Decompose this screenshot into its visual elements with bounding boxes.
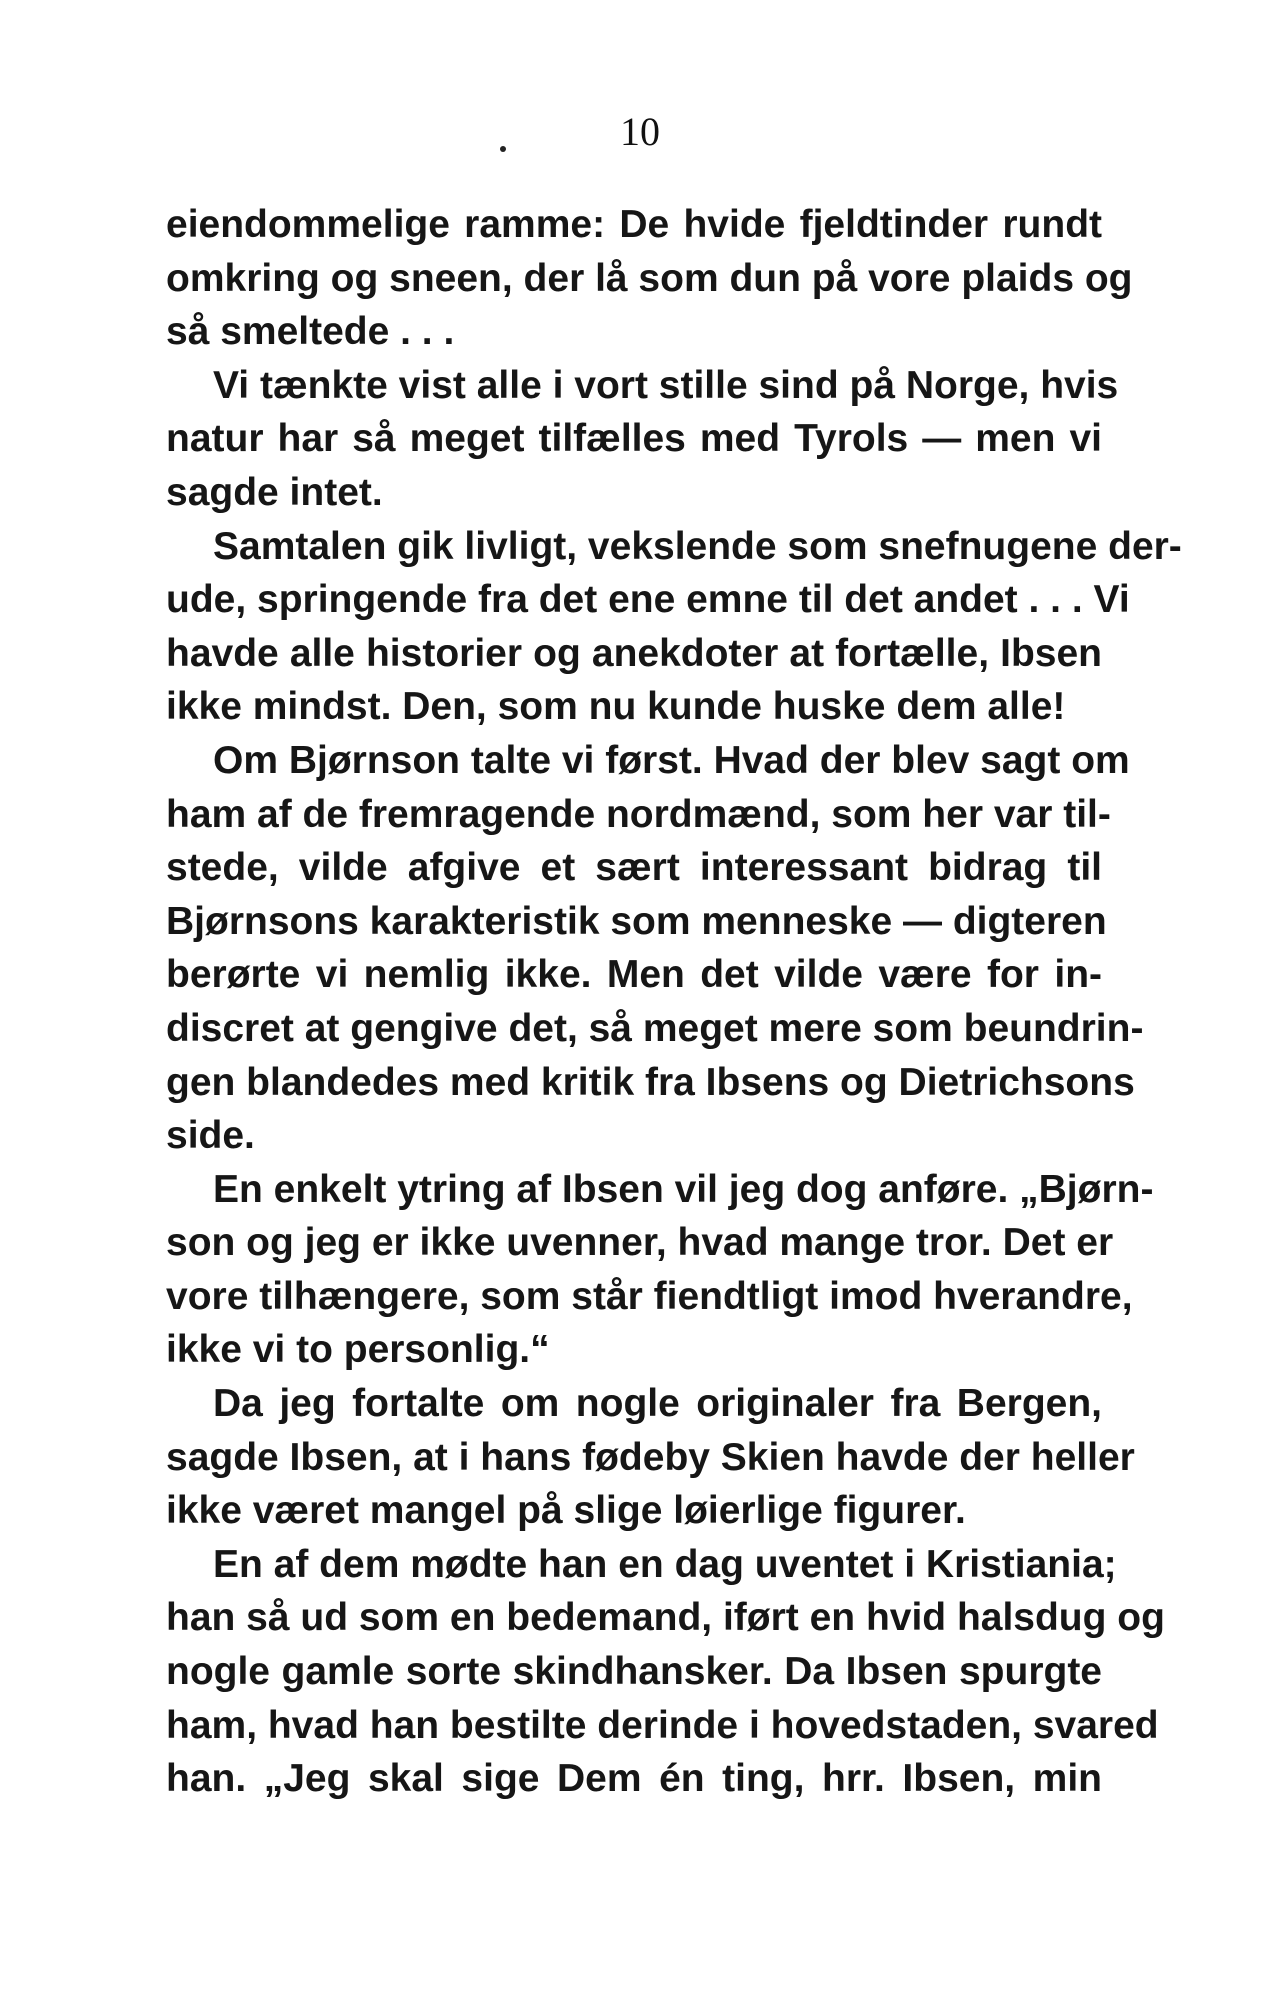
text-line: berørte vi nemlig ikke. Men det vilde være for in- <box>166 953 1102 997</box>
text-line: En af dem mødte han en dag uventet i Kristiania; <box>213 1542 1117 1586</box>
text-line: discret at gengive det, så meget mere som beundrin- <box>166 1006 1144 1050</box>
text-line: Da jeg fortalte om nogle originaler fra Bergen, <box>213 1382 1102 1426</box>
body-text <box>166 198 1182 1806</box>
text-line: Bjørnsons karakteristik som menneske — digteren <box>166 899 1107 943</box>
text-line: En enkelt ytring af Ibsen vil jeg dog anføre. „Bjørn- <box>213 1167 1154 1211</box>
text-line: ude, springende fra det ene emne til det andet . . . Vi <box>166 578 1130 622</box>
text-line: sagde intet. <box>166 470 383 514</box>
text-line: ikke mindst. Den, som nu kunde huske dem alle! <box>166 685 1066 729</box>
text-line: gen blandedes med kritik fra Ibsens og Dietrichsons <box>166 1060 1135 1104</box>
text-line: ham af de fremragende nordmænd, som her var til- <box>166 792 1111 836</box>
page-number: 10 <box>620 109 660 154</box>
text-line: sagde Ibsen, at i hans fødeby Skien havde der heller <box>166 1435 1135 1479</box>
text-line: havde alle historier og anekdoter at fortælle, Ibsen <box>166 631 1102 675</box>
text-line: så smeltede . . . <box>166 310 455 354</box>
text-line: nogle gamle sorte skindhansker. Da Ibsen spurgte <box>166 1650 1102 1694</box>
ink-speck <box>500 146 506 152</box>
text-line: han så ud som en bedemand, iført en hvid halsdug og <box>166 1596 1165 1640</box>
text-line: ikke vi to personlig.“ <box>166 1328 550 1372</box>
text-line: son og jeg er ikke uvenner, hvad mange tror. Det er <box>166 1221 1114 1265</box>
text-line: vore tilhængere, som står fiendtligt imod hverandre, <box>166 1274 1133 1318</box>
text-line: ham, hvad han bestilte derinde i hovedstaden, svared <box>166 1703 1159 1747</box>
text-line: natur har så meget tilfælles med Tyrols — men vi <box>166 417 1102 461</box>
text-line: omkring og sneen, der lå som dun på vore plaids og <box>166 256 1133 300</box>
text-line: stede, vilde afgive et sært interessant bidrag til <box>166 846 1102 890</box>
text-line: ikke været mangel på slige løierlige figurer. <box>166 1489 966 1533</box>
text-line: Samtalen gik livligt, vekslende som snefnugene der- <box>213 524 1182 568</box>
text-line: han. „Jeg skal sige Dem én ting, hrr. Ibsen, min <box>166 1757 1102 1801</box>
text-line: Om Bjørnson talte vi først. Hvad der blev sagt om <box>213 738 1130 782</box>
text-line: side. <box>166 1114 255 1158</box>
text-line: eiendommelige ramme: De hvide fjeldtinder rundt <box>166 203 1102 246</box>
text-line: Vi tænkte vist alle i vort stille sind på Norge, hvis <box>213 363 1119 407</box>
